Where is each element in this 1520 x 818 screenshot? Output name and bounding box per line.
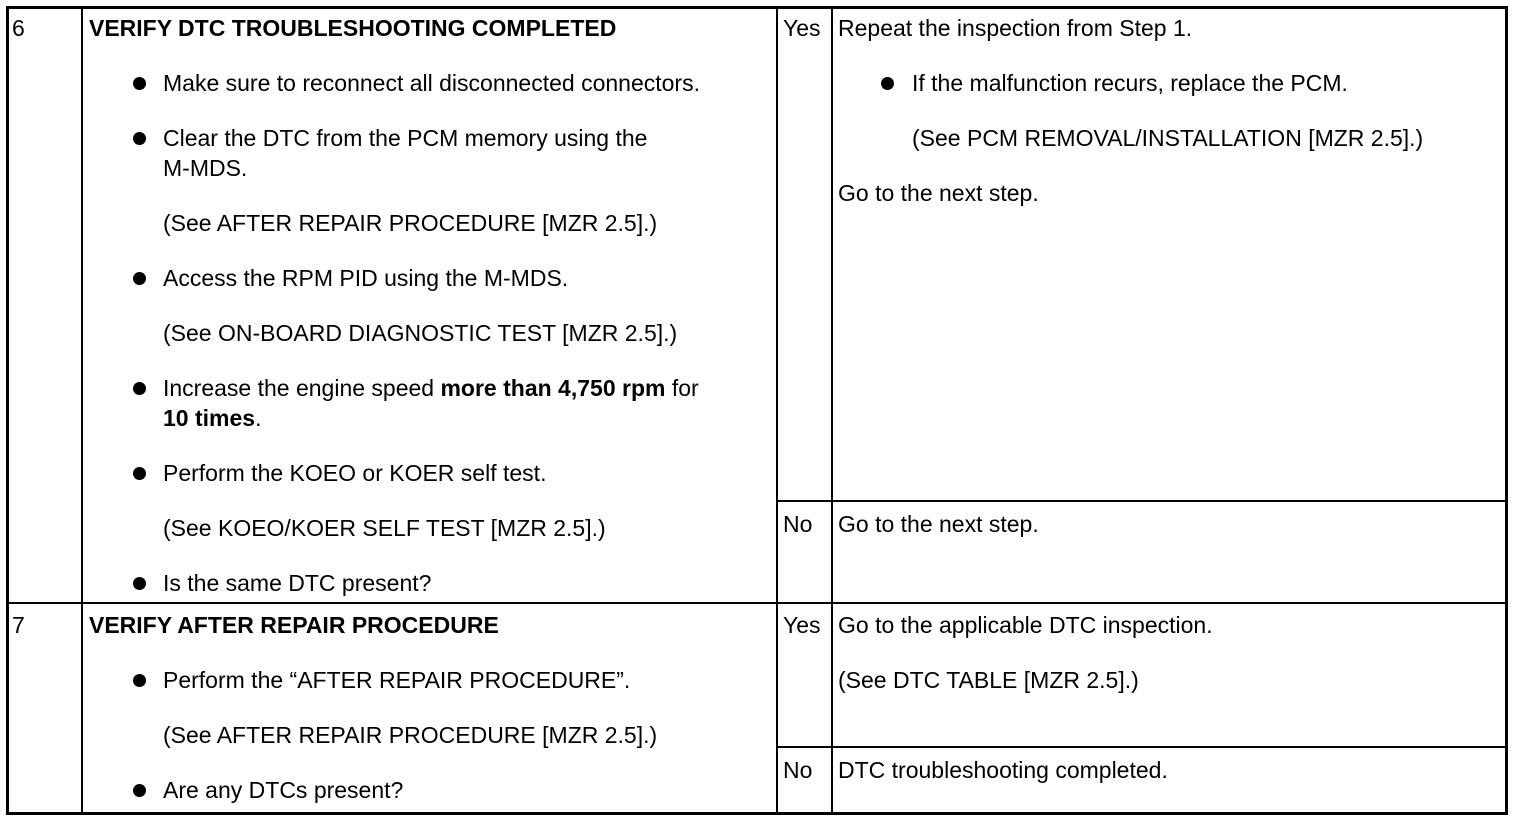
- column-divider-number: [81, 6, 83, 812]
- step-6-item-engine-speed: [163, 373, 699, 403]
- bullet-icon: [133, 467, 146, 480]
- step-7-item-question: Are any DTCs present?: [163, 777, 404, 803]
- step-6-ref-onboard-test: (See ON-BOARD DIAGNOSTIC TEST [MZR 2.5].): [163, 320, 678, 346]
- engine-speed-text-mid: for: [665, 375, 699, 401]
- engine-speed-text-post: .: [255, 405, 262, 431]
- step-6-title: VERIFY DTC TROUBLESHOOTING COMPLETED: [89, 15, 617, 41]
- step-6-yes-label: Yes: [783, 15, 821, 41]
- engine-speed-times: 10 times: [163, 405, 256, 431]
- bullet-icon: [133, 272, 146, 285]
- row-divider-step7-yes-no: [776, 746, 1508, 748]
- row-divider-step6-yes-no: [776, 500, 1508, 502]
- step-6-item-clear-dtc-cont: M-MDS.: [163, 155, 248, 181]
- step-6-item-reconnect: Make sure to reconnect all disconnected connectors.: [163, 70, 700, 96]
- bullet-icon: [133, 577, 146, 590]
- step-6-item-question: Is the same DTC present?: [163, 570, 432, 596]
- engine-speed-text-pre: Increase the engine speed: [163, 375, 441, 401]
- step-7-ref-after-repair: (See AFTER REPAIR PROCEDURE [MZR 2.5].): [163, 722, 658, 748]
- step-6-ref-self-test: (See KOEO/KOER SELF TEST [MZR 2.5].): [163, 515, 606, 541]
- step-7-yes-ref-dtc-table: (See DTC TABLE [MZR 2.5].): [838, 667, 1139, 693]
- step-6-yes-action: Repeat the inspection from Step 1.: [838, 15, 1193, 41]
- bullet-icon: [133, 784, 146, 797]
- bullet-icon: [133, 674, 146, 687]
- step-6-yes-ref-pcm: (See PCM REMOVAL/INSTALLATION [MZR 2.5].): [912, 125, 1424, 151]
- step-6-ref-after-repair: (See AFTER REPAIR PROCEDURE [MZR 2.5].): [163, 210, 658, 236]
- bullet-icon: [133, 132, 146, 145]
- step-7-yes-action: Go to the applicable DTC inspection.: [838, 612, 1213, 638]
- step-6-number: 6: [12, 15, 25, 41]
- column-divider-answer: [776, 6, 778, 812]
- step-7-no-action: DTC troubleshooting completed.: [838, 757, 1168, 783]
- row-divider-step: [6, 602, 1508, 604]
- column-divider-action: [831, 6, 833, 812]
- step-6-item-rpm-pid: Access the RPM PID using the M-MDS.: [163, 265, 569, 291]
- step-7-title: VERIFY AFTER REPAIR PROCEDURE: [89, 612, 499, 638]
- step-7-yes-label: Yes: [783, 612, 821, 638]
- step-6-no-action: Go to the next step.: [838, 511, 1039, 537]
- step-6-item-self-test: Perform the KOEO or KOER self test.: [163, 460, 547, 486]
- step-7-item-perform: Perform the “AFTER REPAIR PROCEDURE”.: [163, 667, 631, 693]
- step-6-yes-replace-pcm: If the malfunction recurs, replace the PCM.: [912, 70, 1348, 96]
- step-6-yes-next-step: Go to the next step.: [838, 180, 1039, 206]
- step-6-no-label: No: [783, 511, 813, 537]
- step-7-number: 7: [12, 612, 25, 638]
- bullet-icon: [133, 77, 146, 90]
- bullet-icon: [133, 382, 146, 395]
- step-6-item-clear-dtc: Clear the DTC from the PCM memory using the: [163, 125, 648, 151]
- bullet-icon: [881, 77, 894, 90]
- step-7-no-label: No: [783, 757, 813, 783]
- engine-speed-value: more than 4,750 rpm: [440, 375, 666, 401]
- step-6-item-engine-speed-cont: [163, 403, 261, 433]
